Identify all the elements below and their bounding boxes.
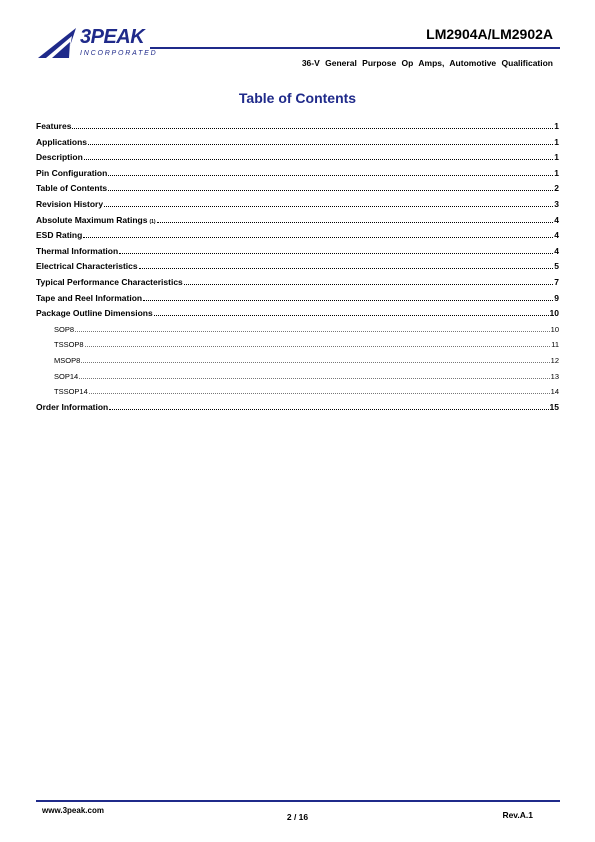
toc-entry-page: 1: [554, 121, 559, 131]
toc-entry-label: Table of Contents: [36, 183, 108, 194]
toc-subentry-tssop14[interactable]: [36, 385, 559, 401]
toc-leader-dots: [83, 229, 553, 238]
toc-entry-label: SOP14: [54, 371, 79, 381]
toc-entry-label: Tape and Reel Information: [36, 292, 143, 303]
toc-entry-page: 11: [551, 340, 559, 350]
toc-entry-page: 13: [550, 371, 559, 381]
toc-leader-dots: [139, 260, 554, 269]
toc-entry-pin-configuration[interactable]: [36, 167, 559, 183]
logo-name: 3PEAK: [80, 26, 145, 48]
toc-subentry-sop14[interactable]: [36, 370, 559, 386]
toc-leader-dots: [108, 182, 553, 191]
toc-entry-page: 4: [554, 245, 559, 256]
toc-entry-page: 1: [554, 167, 559, 178]
toc-entry-esd-rating[interactable]: [36, 229, 559, 245]
toc-entry-label: Typical Performance Characteristics: [36, 276, 183, 287]
toc-entry-revision-history[interactable]: [36, 198, 559, 214]
toc-entry-label: MSOP8: [54, 355, 81, 365]
toc-entry-label: TSSOP14: [54, 387, 88, 397]
toc-entry-label: Pin Configuration: [36, 167, 108, 178]
toc-leader-dots: [79, 370, 549, 379]
peak-logo-icon: [36, 24, 80, 60]
toc-subentry-tssop8[interactable]: [36, 338, 559, 354]
revision-label: Rev.A.1: [502, 810, 533, 820]
toc-entry-page: 1: [554, 136, 559, 147]
toc-entry-absolute-maximum-ratings[interactable]: [36, 214, 559, 230]
header-divider: [150, 47, 560, 49]
toc-entry-page: 3: [554, 198, 559, 209]
toc-leader-dots: [88, 136, 553, 145]
toc-entry-features[interactable]: [36, 120, 559, 136]
toc-heading: Table of Contents: [238, 90, 357, 106]
document-title: LM2904A/LM2902A: [426, 26, 553, 42]
toc-entry-typical-performance-characteristics[interactable]: [36, 276, 559, 292]
toc-entry-label: Features: [36, 121, 72, 131]
toc-leader-dots: [75, 323, 550, 332]
toc-leader-dots: [81, 354, 549, 363]
toc-entry-label: Package Outline Dimensions: [36, 308, 153, 319]
toc-entry-page: 10: [550, 324, 559, 334]
toc-entry-page: 10: [549, 308, 559, 319]
page-indicator: 2 / 16: [286, 812, 309, 822]
toc-entry-order-information[interactable]: [36, 401, 559, 417]
toc-entry-table-of-contents[interactable]: [36, 182, 559, 198]
toc-entry-label: ESD Rating: [36, 230, 83, 241]
toc-entry-page: 4: [554, 214, 559, 225]
toc-entry-label: Thermal Information: [36, 245, 119, 256]
toc-entry-label: Order Information: [36, 401, 109, 412]
toc-leader-dots: [89, 385, 550, 394]
toc-entry-label: Absolute Maximum Ratings: [36, 214, 148, 225]
toc-entry-label: Revision History: [36, 198, 104, 209]
toc-leader-dots: [157, 214, 554, 223]
footer-divider: [36, 800, 560, 802]
toc-leader-dots: [184, 276, 553, 285]
toc-entry-label: SOP8: [54, 324, 75, 334]
toc-leader-dots: [85, 338, 551, 347]
toc-entry-page: 5: [554, 261, 559, 272]
company-logo: [36, 24, 176, 64]
toc-entry-page: 7: [554, 276, 559, 287]
toc-entry-label: Electrical Characteristics: [36, 261, 138, 272]
toc-entry-page: 15: [549, 401, 559, 412]
toc-entry-label: TSSOP8: [54, 340, 84, 350]
toc-leader-dots: [119, 245, 553, 254]
toc-entry-label: Description: [36, 152, 83, 163]
toc-entry-page: 9: [554, 292, 559, 303]
logo-tagline: INCORPORATED: [80, 50, 158, 57]
toc-entry-description[interactable]: [36, 151, 559, 167]
toc-entry-page: 1: [554, 152, 559, 163]
toc-entry-thermal-information[interactable]: [36, 245, 559, 261]
table-of-contents: [36, 120, 559, 416]
toc-entry-page: 12: [550, 355, 559, 365]
toc-entry-applications[interactable]: [36, 136, 559, 152]
footnote-marker: (1): [149, 218, 156, 225]
toc-leader-dots: [109, 401, 548, 410]
toc-entry-page: 4: [554, 230, 559, 241]
toc-leader-dots: [84, 151, 554, 160]
toc-entry-page: 2: [554, 183, 559, 194]
toc-leader-dots: [72, 120, 553, 129]
toc-entry-page: 14: [550, 387, 559, 397]
toc-leader-dots: [154, 307, 549, 316]
toc-entry-tape-and-reel-information[interactable]: [36, 292, 559, 308]
footer-website-link[interactable]: www.3peak.com: [42, 806, 104, 815]
document-subtitle: 36-V General Purpose Op Amps, Automotive Qualification: [301, 58, 553, 68]
toc-subentry-msop8[interactable]: [36, 354, 559, 370]
toc-entry-package-outline-dimensions[interactable]: [36, 307, 559, 323]
toc-entry-electrical-characteristics[interactable]: [36, 260, 559, 276]
toc-leader-dots: [108, 167, 553, 176]
toc-subentry-sop8[interactable]: [36, 323, 559, 339]
toc-leader-dots: [104, 198, 553, 207]
toc-entry-label: Applications: [36, 136, 88, 147]
toc-leader-dots: [143, 292, 553, 301]
